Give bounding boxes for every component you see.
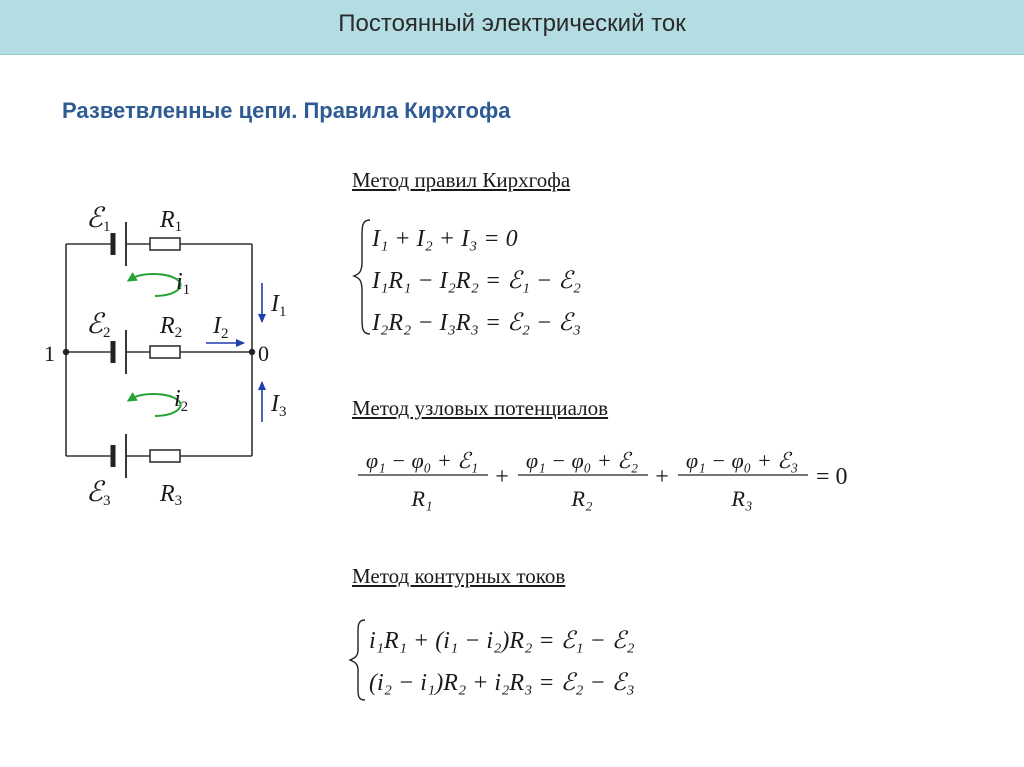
kirchhoff-method-title: Метод правил Кирхгофа bbox=[352, 168, 571, 192]
node-right-label: 0 bbox=[258, 341, 269, 366]
nodal-denominator-3: R₃ bbox=[731, 486, 753, 511]
circuit-diagram bbox=[0, 0, 340, 767]
kirchhoff-eq-1: I₁ + I₂ + I₃ = 0 bbox=[372, 226, 518, 252]
current-3-label: $I_3$ bbox=[271, 391, 287, 420]
emf-1-label: ℰ1 bbox=[86, 203, 111, 235]
page-title: Постоянный электрический ток bbox=[338, 10, 686, 37]
resistor-3-label: R3 bbox=[160, 481, 183, 509]
plus-sign-1: + bbox=[495, 464, 509, 490]
loop-eq-2: (i₂ − i₁)R₂ + i₂R₃ = ℰ₂ − ℰ₃ bbox=[369, 670, 635, 696]
nodal-method-title: Метод узловых потенциалов bbox=[352, 396, 609, 420]
resistor-1 bbox=[150, 238, 180, 250]
loop-arrow-1 bbox=[131, 274, 181, 296]
emf-3-label: ℰ3 bbox=[86, 477, 111, 509]
node-right bbox=[249, 349, 255, 355]
nodal-denominator-1: R₁ bbox=[411, 486, 433, 511]
loop-current-2-label: $i_2$ bbox=[174, 386, 189, 415]
section-subtitle: Разветвленные цепи. Правила Кирхгофа bbox=[62, 98, 511, 123]
node-left-label: 1 bbox=[44, 341, 55, 366]
system-brace-2 bbox=[350, 620, 365, 700]
resistor-1-label: R1 bbox=[160, 207, 183, 235]
battery-2 bbox=[113, 330, 126, 374]
kirchhoff-eq-2: I₁R₁ − I₂R₂ = ℰ₁ − ℰ₂ bbox=[372, 268, 582, 294]
nodal-numerator-3: φ₁ − φ₀ + ℰ₃ bbox=[685, 448, 799, 473]
emf-2-label: ℰ2 bbox=[86, 309, 111, 341]
node-left bbox=[63, 349, 69, 355]
system-brace bbox=[354, 220, 370, 334]
kirchhoff-system bbox=[350, 212, 680, 342]
resistor-2-label: R2 bbox=[160, 313, 183, 341]
battery-1 bbox=[113, 222, 126, 266]
nodal-numerator-1: φ₁ − φ₀ + ℰ₁ bbox=[365, 448, 479, 473]
loop-method-title: Метод контурных токов bbox=[352, 564, 566, 588]
current-2-label: $I_2$ bbox=[213, 313, 229, 342]
nodal-equals-zero: = 0 bbox=[816, 464, 848, 490]
nodal-equation bbox=[350, 440, 870, 520]
resistor-3 bbox=[150, 450, 180, 462]
nodal-denominator-2: R₂ bbox=[571, 486, 593, 511]
loop-system bbox=[345, 614, 705, 706]
plus-sign-2: + bbox=[655, 464, 669, 490]
resistor-2 bbox=[150, 346, 180, 358]
nodal-numerator-2: φ₁ − φ₀ + ℰ₂ bbox=[525, 448, 639, 473]
current-1-label: $I_1$ bbox=[271, 291, 287, 320]
loop-eq-1: i₁R₁ + (i₁ − i₂)R₂ = ℰ₁ − ℰ₂ bbox=[369, 628, 635, 654]
kirchhoff-eq-3: I₂R₂ − I₃R₃ = ℰ₂ − ℰ₃ bbox=[372, 310, 582, 336]
battery-3 bbox=[113, 434, 126, 478]
loop-current-1-label: $i_1$ bbox=[176, 269, 191, 298]
